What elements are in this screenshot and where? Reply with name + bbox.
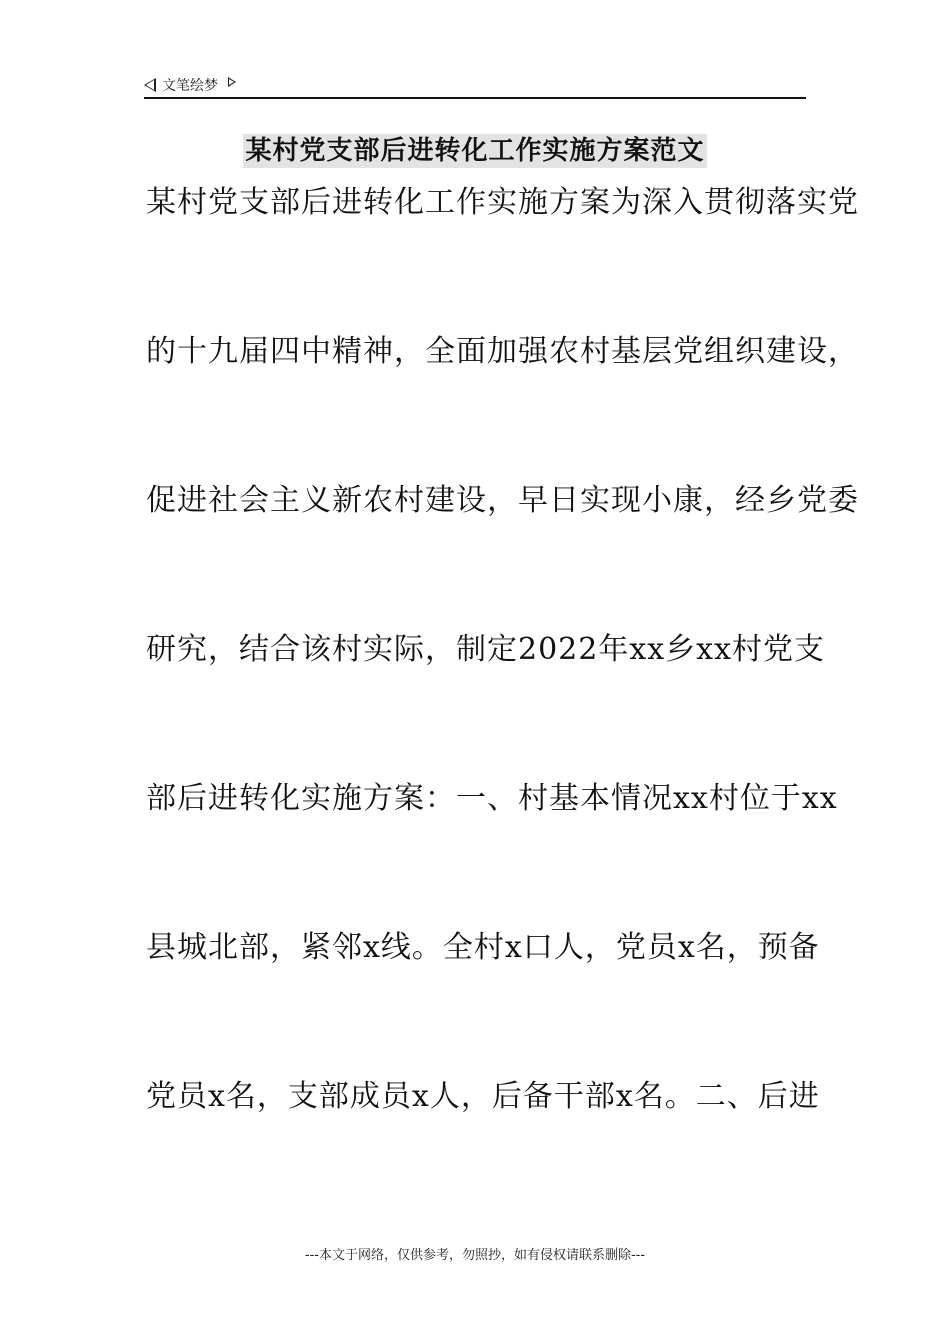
page-footer: ---本文于网络，仅供参考，勿照抄，如有侵权请联系删除---: [304, 1248, 646, 1263]
body-line-3: 促进社会主义新农村建设，早日实现小康，经乡党委: [146, 483, 859, 518]
header-brand: 文笔绘梦: [162, 78, 218, 94]
body-line-7: 党员x名，支部成员x人，后备干部x名。二、后进: [146, 1079, 820, 1114]
triangle-right-icon: [228, 77, 236, 87]
body-line-2: 的十九届四中精神，全面加强农村基层党组织建设，: [146, 334, 859, 369]
body-line-1: 某村党支部后进转化工作实施方案为深入贯彻落实党: [146, 185, 859, 220]
page-header: [144, 72, 806, 98]
document-title: 某村党支部后进转化工作实施方案范文: [245, 136, 705, 166]
body-line-4: 研究，结合该村实际，制定2022年xx乡xx村党支: [146, 632, 826, 667]
body-line-6: 县城北部，紧邻x线。全村x口人，党员x名，预备: [146, 930, 820, 965]
triangle-left-icon: [144, 78, 156, 92]
header-divider: [144, 97, 806, 99]
title-container: [0, 134, 950, 168]
body-line-5: 部后进转化实施方案：一、村基本情况xx村位于xx: [146, 781, 838, 816]
